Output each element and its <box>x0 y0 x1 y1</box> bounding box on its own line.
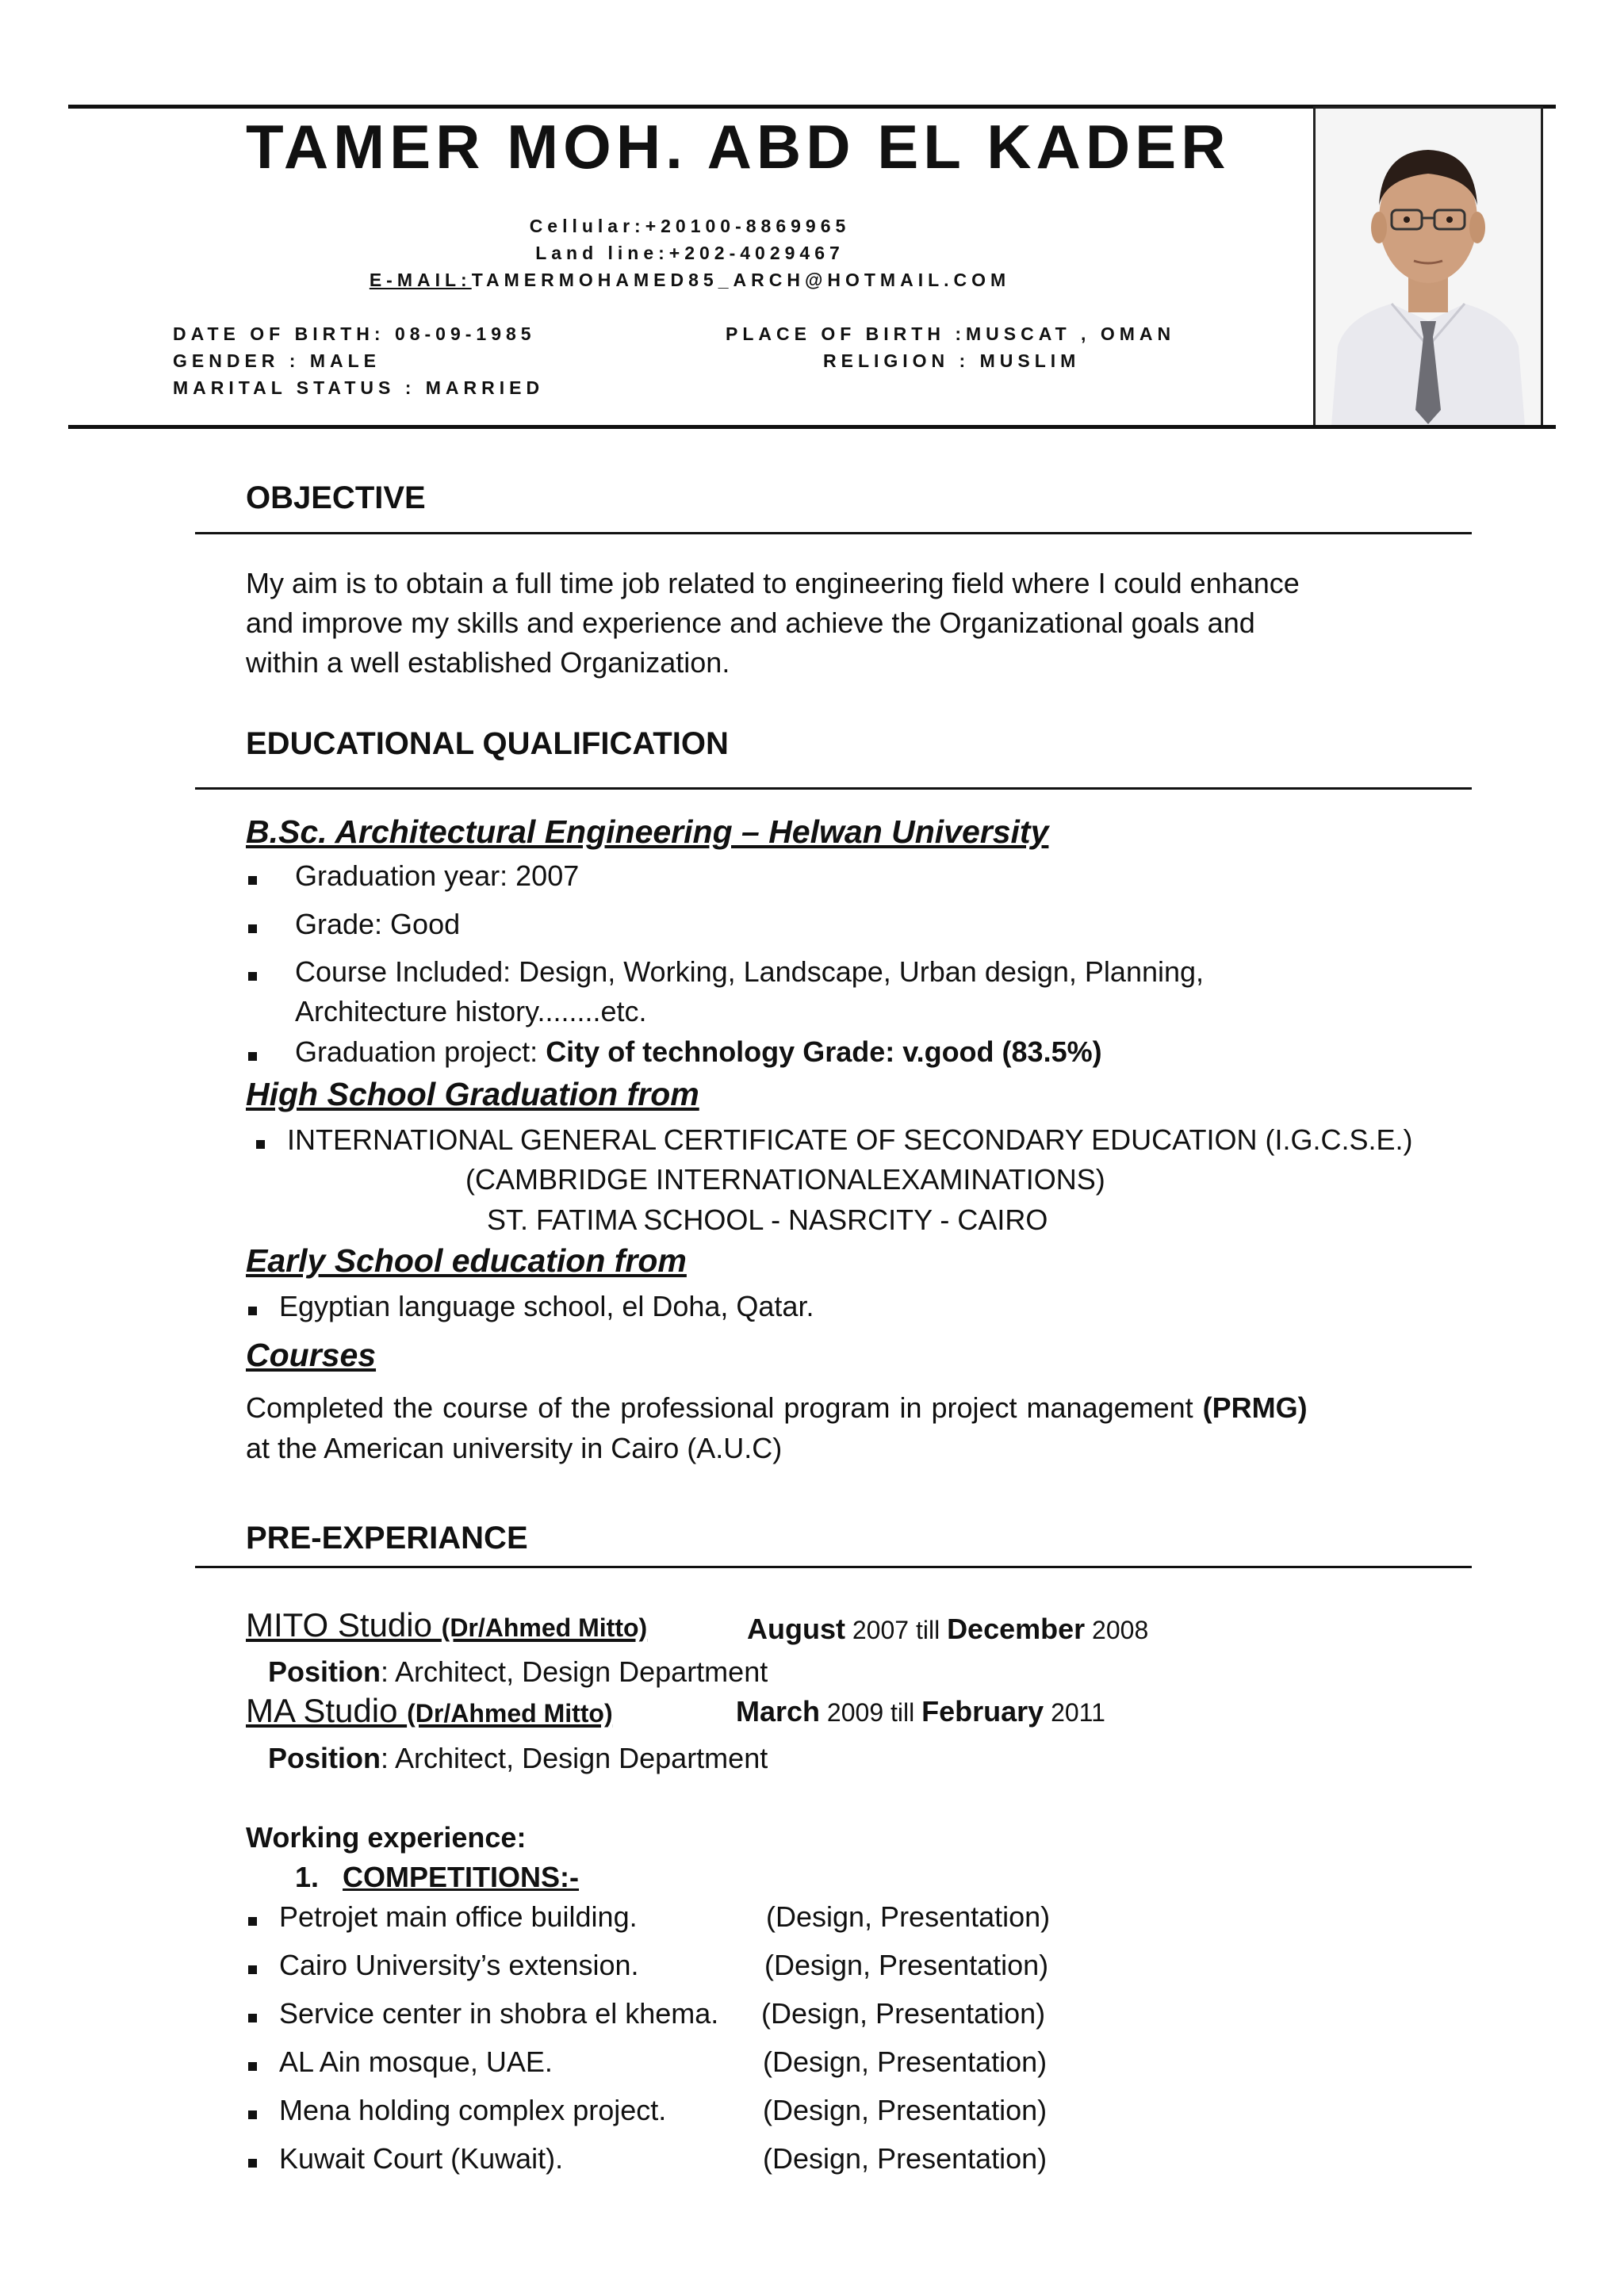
competition-scope: (Design, Presentation) <box>763 2142 1048 2175</box>
section-rule-experience <box>195 1566 1472 1568</box>
courses-line-2: at the American university in Cairo (A.U.C) <box>246 1432 783 1464</box>
bullet-icon <box>248 2062 257 2071</box>
competition-scope: (Design, Presentation) <box>763 2045 1048 2078</box>
email-label: E-MAIL: <box>369 270 472 290</box>
section-rule-education <box>195 787 1472 790</box>
course-included-line-1: Course Included: Design, Working, Landscape, Urban design, Planning, <box>295 955 1205 988</box>
bullet-icon <box>248 1052 257 1061</box>
place-of-birth: PLACE OF BIRTH :MUSCAT , OMAN <box>726 323 1176 344</box>
objective-line-3: within a well established Organization. <box>246 646 730 679</box>
cellular-number: Cellular:+20100-8869965 <box>529 216 851 236</box>
mito-studio-person: (Dr/Ahmed Mitto) <box>441 1613 648 1642</box>
applicant-name: TAMER MOH. ABD EL KADER <box>246 112 1231 182</box>
objective-line-2: and improve my skills and experience and achieve the Organizational goals and <box>246 607 1255 639</box>
religion: RELIGION : MUSLIM <box>823 350 1081 371</box>
landline-number: Land line:+202-4029467 <box>535 243 845 263</box>
courses-text: Completed the course of the professional program in project management <box>246 1391 1203 1424</box>
competition-scope: (Design, Presentation) <box>763 2094 1048 2126</box>
email-line <box>0 270 1380 291</box>
competition-project: AL Ain mosque, UAE. <box>279 2045 553 2078</box>
courses-line-1 <box>246 1391 1308 1425</box>
section-title-objective: OBJECTIVE <box>246 480 426 515</box>
competition-scope: (Design, Presentation) <box>764 1949 1049 1981</box>
course-included-line-2: Architecture history........etc. <box>295 995 647 1027</box>
section-rule-objective <box>195 532 1472 534</box>
mito-studio-name: MITO Studio (Dr/Ahmed Mitto) <box>246 1606 648 1644</box>
graduation-project-value: City of technology Grade: v.good (83.5%) <box>546 1035 1102 1068</box>
objective-line-1: My aim is to obtain a full time job related to engineering field where I could enhance <box>246 567 1300 599</box>
competitions-number: 1. <box>295 1861 320 1893</box>
bullet-icon <box>248 2159 257 2168</box>
bullet-icon <box>248 1965 257 1974</box>
email-address[interactable]: TAMERMOHAMED85_ARCH@HOTMAIL.COM <box>471 270 1011 290</box>
early-school-title: Early School education from <box>246 1242 687 1279</box>
bullet-icon <box>248 924 257 933</box>
date-of-birth: DATE OF BIRTH: 08-09-1985 <box>173 323 536 344</box>
gender: GENDER : MALE <box>173 350 381 371</box>
graduation-year: Graduation year: 2007 <box>295 859 580 892</box>
mito-studio-dates: August 2007 till December 2008 <box>747 1613 1149 1645</box>
graduation-project-label: Graduation project: <box>295 1035 546 1068</box>
competitions-heading <box>295 1861 579 1894</box>
mito-position: Position: Architect, Design Department <box>268 1655 768 1688</box>
marital-status: MARITAL STATUS : MARRIED <box>173 377 545 398</box>
header-bottom-rule <box>68 425 1556 429</box>
courses-title: Courses <box>246 1337 377 1373</box>
bsc-degree-title: B.Sc. Architectural Engineering – Helwan University <box>246 813 1049 850</box>
bullet-icon <box>248 2110 257 2119</box>
section-title-education: EDUCATIONAL QUALIFICATION <box>246 726 729 761</box>
cambridge-line: (CAMBRIDGE INTERNATIONALEXAMINATIONS) <box>465 1163 1105 1196</box>
bullet-icon <box>248 972 257 981</box>
graduation-project <box>295 1035 1102 1069</box>
courses-program-code: (PRMG) <box>1202 1391 1308 1424</box>
section-title-experience: PRE-EXPERIANCE <box>246 1521 528 1556</box>
igcse-line: INTERNATIONAL GENERAL CERTIFICATE OF SECONDARY EDUCATION (I.G.C.S.E.) <box>287 1123 1413 1156</box>
high-school-title: High School Graduation from <box>246 1076 699 1112</box>
school-name-line: ST. FATIMA SCHOOL - NASRCITY - CAIRO <box>487 1203 1048 1236</box>
competition-scope: (Design, Presentation) <box>761 1997 1046 2030</box>
early-school-item: Egyptian language school, el Doha, Qatar. <box>279 1290 814 1322</box>
ma-position: Position: Architect, Design Department <box>268 1742 768 1774</box>
bullet-icon <box>248 1917 257 1926</box>
competition-project: Petrojet main office building. <box>279 1900 638 1933</box>
competition-project: Service center in shobra el khema. <box>279 1997 719 2030</box>
competition-project: Mena holding complex project. <box>279 2094 667 2126</box>
applicant-photo <box>1313 106 1543 428</box>
ma-studio-person: (Dr/Ahmed Mitto) <box>407 1699 613 1728</box>
ma-studio-dates: March 2009 till February 2011 <box>736 1695 1105 1728</box>
grade: Grade: Good <box>295 908 461 940</box>
bullet-icon <box>256 1140 265 1149</box>
working-experience-title: Working experience: <box>246 1821 527 1854</box>
bullet-icon <box>248 2014 257 2022</box>
portrait-image <box>1316 109 1541 426</box>
competition-scope: (Design, Presentation) <box>766 1900 1051 1933</box>
bullet-icon <box>248 876 257 885</box>
competitions-title: COMPETITIONS:- <box>343 1861 580 1893</box>
competition-project: Kuwait Court (Kuwait). <box>279 2142 564 2175</box>
ma-studio-name: MA Studio (Dr/Ahmed Mitto) <box>246 1692 613 1729</box>
competition-project: Cairo University’s extension. <box>279 1949 639 1981</box>
bullet-icon <box>248 1307 257 1315</box>
